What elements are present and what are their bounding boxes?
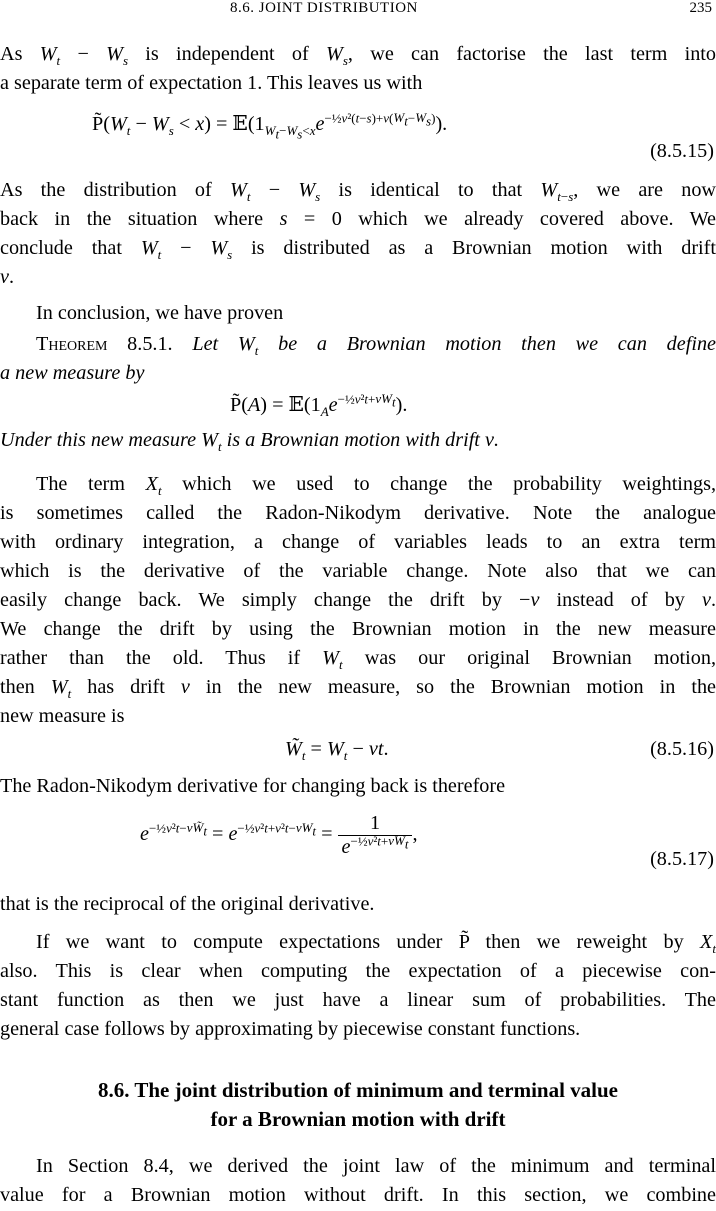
para4-line3: with ordinary integration, a change of variables leads to an extra term [0, 531, 716, 553]
para8-line2: value for a Brownian motion without drift. In this section, we combine [0, 1184, 716, 1206]
section-heading-line1: 8.6. The joint distribution of minimum and terminal value [98, 1078, 618, 1102]
para4-line1: The term $X_t$ which we used to change the probability weightings, [36, 473, 716, 499]
para4-line5: easily change back. We simply change the drift by −ν instead of by ν. [0, 589, 716, 611]
para1-line2: a separate term of expectation 1. This leaves us with [0, 72, 423, 94]
para4-line4: which is the derivative of the variable change. Note also that we can [0, 560, 716, 582]
para2-line3: conclude that $W_t - W_s$ is distributed as a Brownian motion with drift [0, 237, 716, 263]
para1-line1: As $W_t - W_s$ is independent of $W_s$, we can factorise the last term into [0, 43, 716, 69]
equation-number-8-5-16: (8.5.16) [650, 738, 714, 760]
para4-line8: then $W_t$ has drift ν in the new measure, so the Brownian motion in the [0, 676, 716, 702]
para2-line2: back in the situation where s = 0 which we already covered above. We [0, 208, 716, 230]
theorem-label: Theorem 8.5.1. [36, 333, 173, 355]
theorem-line1: Theorem 8.5.1. Let $W_t$ be a Brownian motion then we can define [36, 333, 716, 359]
para4-line2: is sometimes called the Radon-Nikodym derivative. Note the analogue [0, 502, 716, 524]
para3: In conclusion, we have proven [36, 302, 284, 324]
para7-line3: stant function as then we just have a linear sum of probabilities. The [0, 989, 716, 1011]
para4-line9: new measure is [0, 705, 125, 727]
equation-number-8-5-17: (8.5.17) [650, 848, 714, 870]
para6: that is the reciprocal of the original derivative. [0, 893, 375, 915]
header-section-title: 8.6. JOINT DISTRIBUTION [230, 0, 418, 16]
para2-line1: As the distribution of $W_t - W_s$ is identical to that $W_{t-s}$, we are now [0, 179, 716, 205]
equation-number-8-5-15: (8.5.15) [650, 140, 714, 162]
equation-8-5-15: $P̃(W_t - W_s < x)$ = $𝔼(1_{W_t-W_s<x}e^{-\frac{1}{2}\nu^2(t-s)+\nu(W_t-W_s)})$. [92, 110, 448, 142]
para4-line6: We change the drift by using the Brownian motion in the new measure [0, 618, 716, 640]
theorem-equation: P̃(A) = $𝔼(1_Ae^{-\frac{1}{2}\nu^2t+\nu W_t})$. [230, 391, 408, 420]
running-header [0, 0, 716, 22]
para7-line2: also. This is clear when computing the expectation of a piecewise con- [0, 960, 716, 982]
theorem-line3: Under this new measure $W_t$ is a Brownian motion with drift ν. [0, 429, 499, 455]
theorem-line2: a new measure by [0, 362, 145, 384]
page-number: 235 [689, 0, 712, 16]
para7-line1: If we want to compute expectations under P̃ then we reweight by $X_t$ [36, 931, 716, 957]
para8-line1: In Section 8.4, we derived the joint law of the minimum and terminal [36, 1155, 716, 1177]
equation-8-5-17: $e^{-\frac{1}{2}\nu^2t-\nu W̃_t} = e^{-\frac{1}{2}\nu^2t+\nu^2t-\nu W_t}$ = $\frac{1}{e^{-\frac{1}{2}\nu^2t+\nu W_t}}$ , [140, 812, 418, 858]
para4-line7: rather than the old. Thus if $W_t$ was our original Brownian motion, [0, 647, 716, 673]
para5: The Radon-Nikodym derivative for changing back is therefore [0, 775, 506, 797]
equation-8-5-16: $W̃_t = W_t - \nu t$. [285, 738, 389, 764]
fraction: $\frac{1}{e^{-\frac{1}{2}\nu^2t+\nu W_t}}$ [338, 812, 413, 859]
para2-line4: ν. [0, 266, 15, 288]
para7-line4: general case follows by approximating by piecewise constant functions. [0, 1018, 581, 1040]
section-heading-line2: for a Brownian motion with drift [210, 1107, 506, 1131]
